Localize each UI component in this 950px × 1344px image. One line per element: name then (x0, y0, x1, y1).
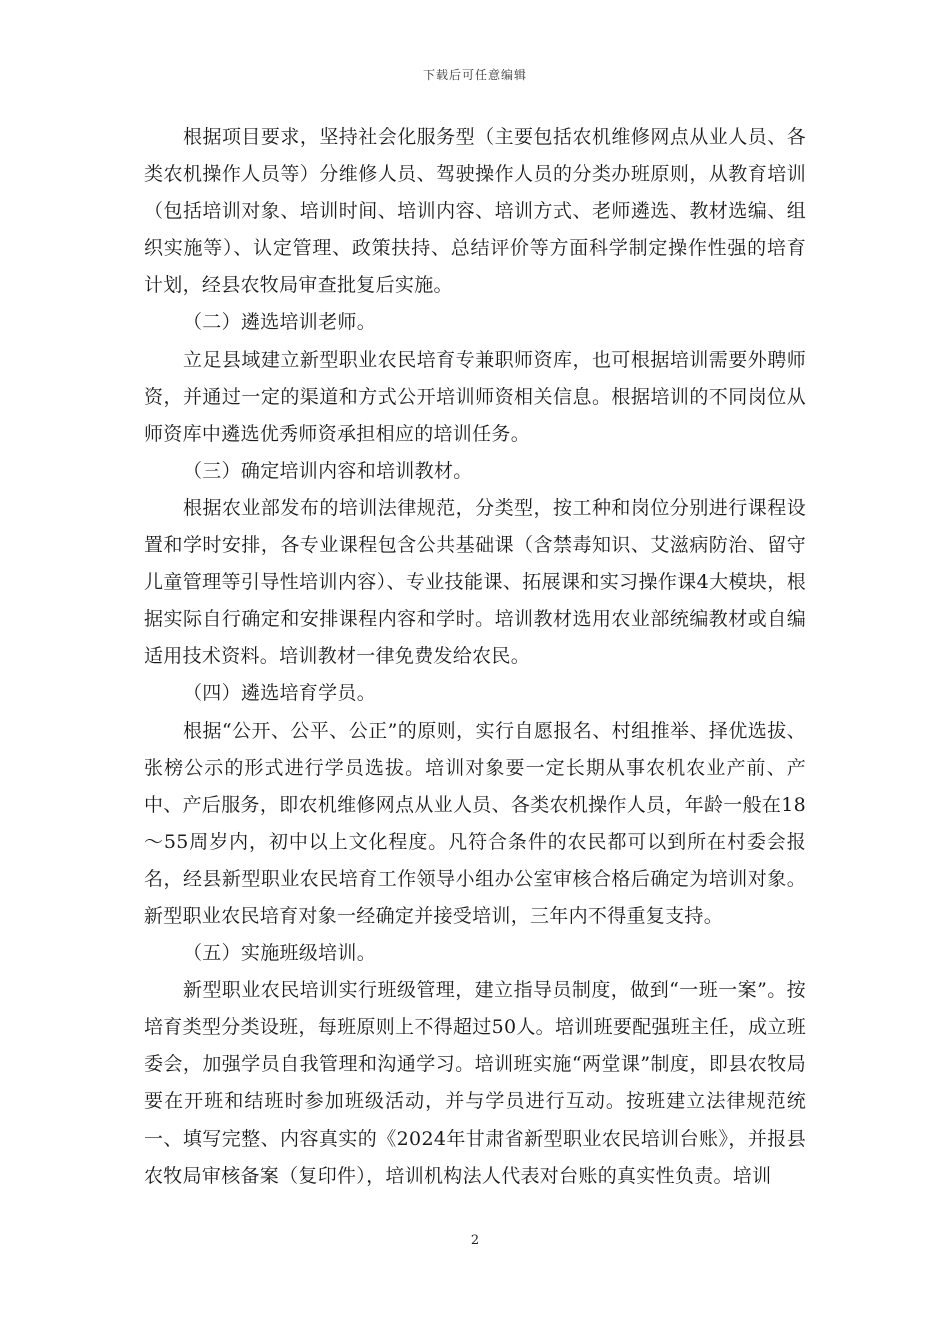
page-header: 下载后可任意编辑 (422, 68, 527, 82)
section-heading-teachers: （二）遴选培训老师。 (183, 311, 377, 334)
paragraph-students: 根据“公开、公平、公正”的原则，实行自愿报名、村组推举、择优选拔、张榜公示的形式进行学员选拔。培训对象要一定长期从事农机农业产前、产中、产后服务，即农机维修网点从业人员、各类农机操作人员，年龄一般在18～55周岁内，初中以上文化程度。凡符合条件的农民都可以到所在村委会报名，经县新型职业农民培育工作领导小组办公室审核合格后确定为培训对象。新型职业农民培育对象一经确定并接受培训，三年内不得重复支持。 (144, 719, 806, 927)
section-heading-students: （四）遴选培育学员。 (183, 682, 377, 705)
section-heading-class-training: （五）实施班级培训。 (183, 942, 377, 965)
paragraph-class-training: 新型职业农民培训实行班级管理，建立指导员制度，做到“一班一案”。按培育类型分类设班，每班原则上不得超过50人。培训班要配强班主任，成立班委会，加强学员自我管理和沟通学习。培训班实施“两堂课”制度，即县农牧局要在开班和结班时参加班级活动，并与学员进行互动。按班建立法律规范统一、填写完整、内容真实的《2024年甘肃省新型职业农民培训台账》，并报县农牧局审核备案（复印件），培训机构法人代表对台账的真实性负责。培训 (144, 979, 806, 1187)
paragraph-content: 根据农业部发布的培训法律规范，分类型，按工种和岗位分别进行课程设置和学时安排，各专业课程包含公共基础课（含禁毒知识、艾滋病防治、留守儿童管理等引导性培训内容）、专业技能课、拓展课和实习操作课4大模块，根据实际自行确定和安排课程内容和学时。培训教材选用农业部统编教材或自编适用技术资料。培训教材一律免费发给农民。 (144, 496, 806, 668)
section-heading-content: （三）确定培训内容和培训教材。 (183, 459, 473, 482)
page-number: 2 (470, 1233, 480, 1248)
document-body (144, 119, 806, 1195)
paragraph-plan: 根据项目要求，坚持社会化服务型（主要包括农机维修网点从业人员、各类农机操作人员等）分维修人员、驾驶操作人员的分类办班原则，从教育培训（包括培训对象、培训时间、培训内容、培训方式、老师遴选、教材选编、组织实施等）、认定管理、政策扶持、总结评价等方面科学制定操作性强的培育计划，经县农牧局审查批复后实施。 (144, 126, 806, 297)
paragraph-teachers: 立足县域建立新型职业农民培育专兼职师资库，也可根据培训需要外聘师资，并通过一定的渠道和方式公开培训师资相关信息。根据培训的不同岗位从师资库中遴选优秀师资承担相应的培训任务。 (144, 348, 806, 445)
